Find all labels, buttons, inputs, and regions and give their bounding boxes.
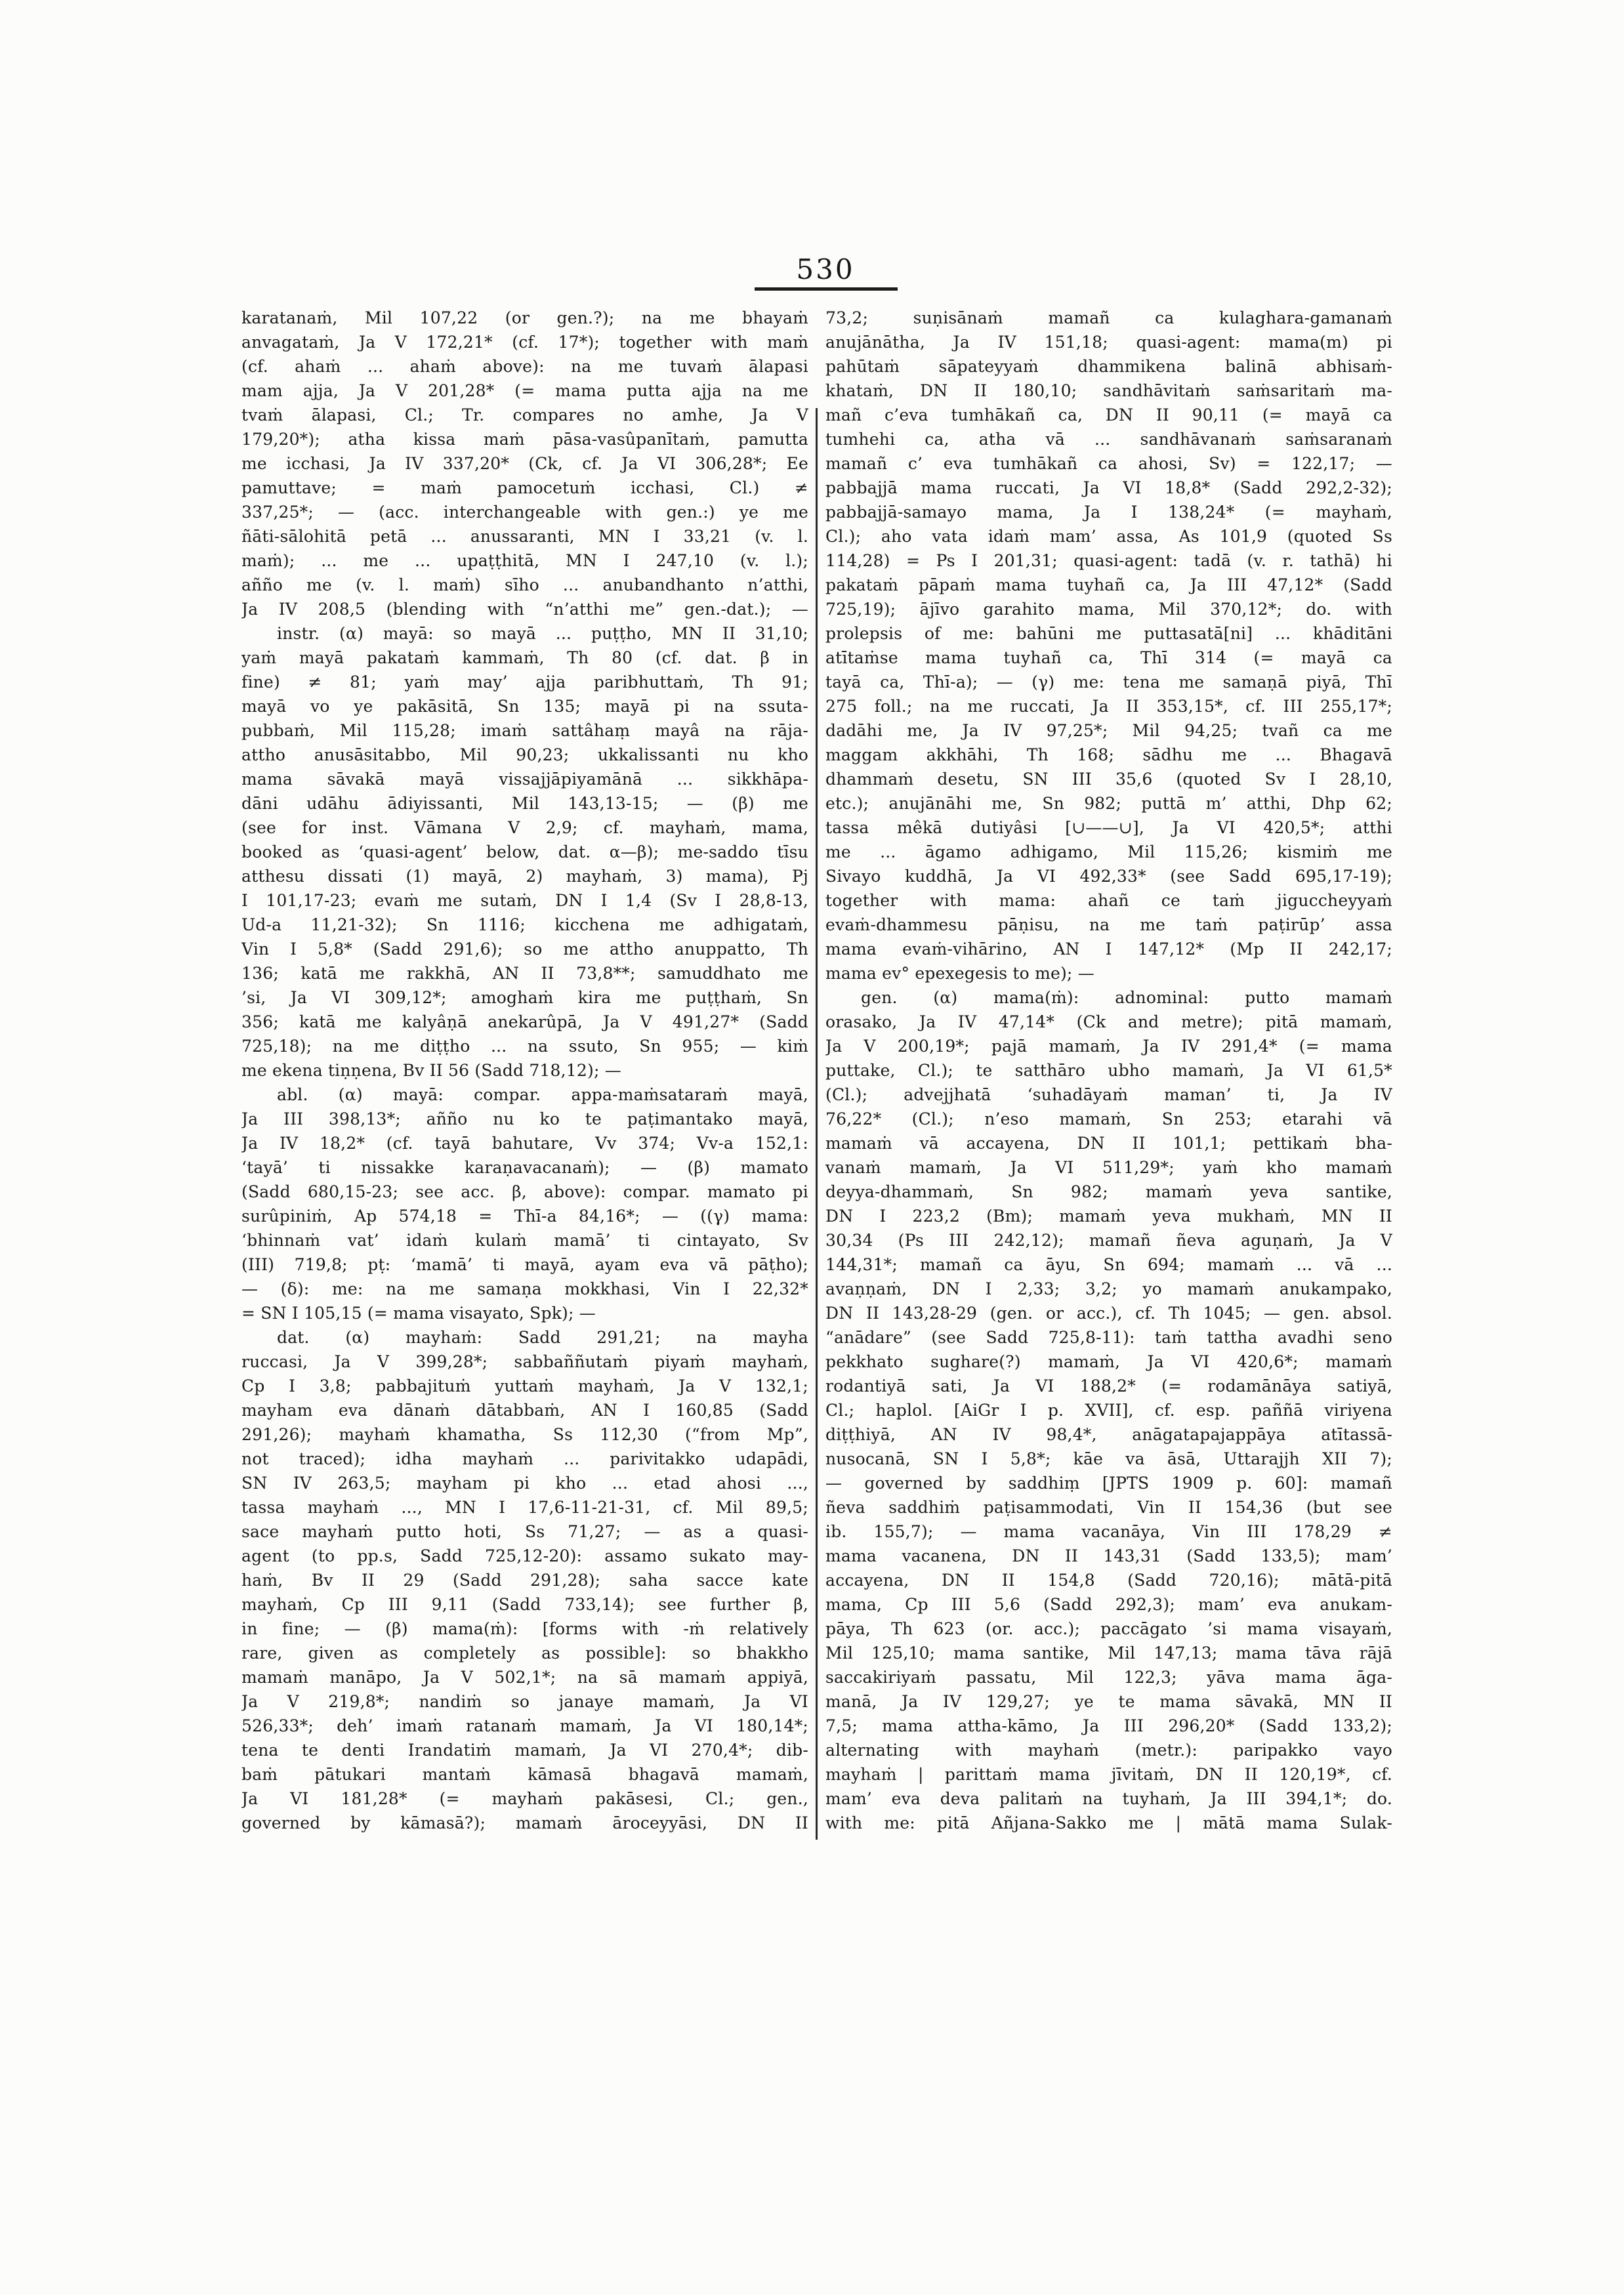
text-line: mayhaṁ, Cp III 9,11 (Sadd 733,14); see further β,	[241, 1595, 808, 1614]
text-line: atthesu dissati (1) mayā, 2) mayhaṁ, 3) mama), Pj	[241, 867, 808, 886]
text-line: mamaṁ manāpo, Ja V 502,1*; na sā mamaṁ appiyā,	[241, 1668, 808, 1687]
text-line: booked as ‘quasi-agent’ below, dat. α—β); me-saddo tīsu	[241, 842, 808, 861]
text-line: Cp I 3,8; pabbajituṁ yuttaṁ mayhaṁ, Ja V 132,1;	[241, 1376, 808, 1396]
text-line: Ja V 219,8*; nandiṁ so janaye mamaṁ, Ja VI	[241, 1692, 808, 1711]
text-line: pubbaṁ, Mil 115,28; imaṁ sattâhaṃ mayâ na rāja-	[241, 721, 808, 740]
text-line: 337,25*; — (acc. interchangeable with gen.:) ye me	[241, 503, 808, 522]
text-line: 526,33*; deh’ imaṁ ratanaṁ mamaṁ, Ja VI 180,14*;	[241, 1716, 808, 1735]
text-line: Ja IV 18,2* (cf. tayā bahutare, Vv 374; Vv-a 152,1:	[241, 1134, 808, 1153]
text-line: 725,18); na me diṭṭho ... na ssuto, Sn 955; — kiṁ	[241, 1037, 808, 1056]
text-line: DN II 143,28-29 (gen. or acc.), cf. Th 1045; — gen. absol.	[825, 1304, 1392, 1323]
text-line: I 101,17-23; evaṁ me sutaṁ, DN I 1,4 (Sv I 28,8-13,	[241, 891, 808, 910]
text-line: rodantiyā sati, Ja VI 188,2* (= rodamānāya satiyā,	[825, 1376, 1392, 1396]
text-line: dadāhi me, Ja IV 97,25*; Mil 94,25; tvañ ca me	[825, 721, 1392, 740]
text-line: mañ c’eva tumhākañ ca, DN II 90,11 (= mayā ca	[825, 405, 1392, 424]
text-line: rare, given as completely as possible]: so bhakkho	[241, 1644, 808, 1663]
text-line: Ud-a 11,21-32); Sn 1116; kicchena me adhigataṁ,	[241, 915, 808, 934]
text-line: anujānātha, Ja IV 151,18; quasi-agent: mama(m) pi	[825, 333, 1392, 352]
text-line: attho anusāsitabbo, Mil 90,23; ukkalissanti nu kho	[241, 745, 808, 764]
text-line: mayā vo ye pakāsitā, Sn 135; mayā pi na ssuta-	[241, 697, 808, 716]
text-line: mama, Cp III 5,6 (Sadd 292,3); mam’ eva anukam-	[825, 1595, 1392, 1614]
text-line: deyya-dhammaṁ, Sn 982; mamaṁ yeva santike,	[825, 1182, 1392, 1201]
text-line: 30,34 (Ps III 242,12); mamañ ñeva aguṇaṁ, Ja V	[825, 1231, 1392, 1250]
text-line: orasako, Ja IV 47,14* (Ck and metre); pitā mamaṁ,	[825, 1012, 1392, 1031]
text-line: khataṁ, DN II 180,10; sandhāvitaṁ saṁsaritaṁ ma-	[825, 381, 1392, 400]
text-line: 179,20*); atha kissa maṁ pāsa-vasûpanītaṁ, pamutta	[241, 430, 808, 449]
text-line: ‘tayā’ ti nissakke karaṇavacanaṁ); — (β) mamato	[241, 1158, 808, 1177]
text-line: tayā ca, Thī-a); — (γ) me: tena me samaṇā piyā, Thī	[825, 672, 1392, 692]
text-line: sace mayhaṁ putto hoti, Ss 71,27; — as a quasi-	[241, 1522, 808, 1541]
text-line: with me: pitā Añjana-Sakko me | mātā mama Sulak-	[825, 1813, 1392, 1832]
text-line: 144,31*; mamañ ca āyu, Sn 694; mamaṁ ... vā ...	[825, 1255, 1392, 1274]
text-line: dāni udāhu ādiyissanti, Mil 143,13-15; — (β) me	[241, 794, 808, 813]
text-line: 356; katā me kalyâṇā anekarûpā, Ja V 491,27* (Sadd	[241, 1012, 808, 1031]
text-line: in fine; — (β) mama(ṁ): [forms with -ṁ relatively	[241, 1619, 808, 1638]
text-line: mama vacanena, DN II 143,31 (Sadd 133,5); mam’	[825, 1546, 1392, 1565]
page-number-rule	[755, 287, 898, 291]
text-line: tvaṁ ālapasi, Cl.; Tr. compares no amhe, Ja V	[241, 405, 808, 424]
text-line: Ja III 398,13*; añño nu ko te paṭimantako mayā,	[241, 1109, 808, 1128]
text-line: mayham eva dānaṁ dātabbaṁ, AN I 160,85 (Sadd	[241, 1401, 808, 1420]
text-line: karatanaṁ, Mil 107,22 (or gen.?); na me bhayaṁ	[241, 308, 808, 327]
text-line: me ... āgamo adhigamo, Mil 115,26; kismiṁ me	[825, 842, 1392, 861]
text-line: dhammaṁ desetu, SN III 35,6 (quoted Sv I 28,10,	[825, 770, 1392, 789]
text-line: — governed by saddhiṃ [JPTS 1909 p. 60]: mamañ	[825, 1474, 1392, 1493]
text-line: 73,2; suṇisānaṁ mamañ ca kulaghara-gamanaṁ	[825, 308, 1392, 327]
text-line: haṁ, Bv II 29 (Sadd 291,28); saha sacce kate	[241, 1571, 808, 1590]
text-line: mama evaṁ-vihārino, AN I 147,12* (Mp II 242,17;	[825, 940, 1392, 959]
text-line: 291,26); mayhaṁ khamatha, Ss 112,30 (“from Mp”,	[241, 1425, 808, 1444]
text-column-right	[825, 306, 1392, 1835]
text-line: me ekena tiṇṇena, Bv II 56 (Sadd 718,12); —	[241, 1061, 621, 1080]
text-line: tumhehi ca, atha vā ... sandhāvanaṁ saṁsaranaṁ	[825, 430, 1392, 449]
text-line: surûpiniṁ, Ap 574,18 = Thī-a 84,16*; — ((γ) mama:	[241, 1207, 808, 1226]
text-line: abl. (α) mayā: compar. appa-maṁsataraṁ mayā,	[277, 1085, 808, 1104]
text-line: gen. (α) mama(ṁ): adnominal: putto mamaṁ	[861, 988, 1392, 1007]
text-line: Ja VI 181,28* (= mayhaṁ pakāsesi, Cl.; gen.,	[241, 1789, 808, 1808]
text-line: ‘bhinnaṁ vat’ idaṁ kulaṁ mamā’ ti cintayato, Sv	[241, 1231, 808, 1250]
text-line: maggam akkhāhi, Th 168; sādhu me ... Bhagavā	[825, 745, 1392, 764]
text-line: (see for inst. Vāmana V 2,9; cf. mayhaṁ, mama,	[241, 818, 808, 837]
text-line: DN I 223,2 (Bm); mamaṁ yeva mukhaṁ, MN II	[825, 1207, 1392, 1226]
text-line: mamaṁ vā accayena, DN II 101,1; pettikaṁ bha-	[825, 1134, 1392, 1153]
text-line: me icchasi, Ja IV 337,20* (Ck, cf. Ja VI 306,28*; Ee	[241, 454, 808, 473]
text-line: Cl.); aho vata idaṁ mam’ assa, As 101,9 (quoted Ss	[825, 527, 1392, 546]
text-line: tassa mayhaṁ ..., MN I 17,6-11-21-31, cf. Mil 89,5;	[241, 1498, 808, 1517]
text-line: (Sadd 680,15-23; see acc. β, above): compar. mamato pi	[241, 1182, 808, 1201]
text-line: puttake, Cl.); te satthāro ubho mamaṁ, Ja VI 61,5*	[825, 1061, 1392, 1080]
page-number: 530	[796, 253, 855, 285]
text-line: 275 foll.; na me ruccati, Ja II 353,15*, cf. III 255,17*;	[825, 697, 1392, 716]
text-line: fine) ≠ 81; yaṁ may’ ajja paribhuttaṁ, Th 91;	[241, 672, 808, 692]
text-line: (cf. ahaṁ ... ahaṁ above): na me tuvaṁ ālapasi	[241, 357, 808, 376]
text-line: vanaṁ mamaṁ, Ja VI 511,29*; yaṁ kho mamaṁ	[825, 1158, 1392, 1177]
text-line: accayena, DN II 154,8 (Sadd 720,16); mātā-pitā	[825, 1571, 1392, 1590]
text-line: mama ev° epexegesis to me); —	[825, 964, 1094, 983]
text-line: “anādare” (see Sadd 725,8-11): taṁ tattha avadhi seno	[825, 1328, 1392, 1347]
text-line: yaṁ mayā pakataṁ kammaṁ, Th 80 (cf. dat. β in	[241, 648, 808, 667]
text-line: mayhaṁ | parittaṁ mama jīvitaṁ, DN II 120,19*, cf.	[825, 1765, 1392, 1784]
text-line: pahūtaṁ sāpateyyaṁ dhammikena balinā abhisaṁ-	[825, 357, 1392, 376]
text-line: ñeva saddhiṁ paṭisammodati, Vin II 154,36 (but see	[825, 1498, 1392, 1517]
text-line: together with mama: ahañ ce taṁ jiguccheyyaṁ	[825, 891, 1392, 910]
text-line: tena te denti Irandatiṁ mamaṁ, Ja VI 270,4*; dib-	[241, 1741, 808, 1760]
text-line: mamañ c’ eva tumhākañ ca ahosi, Sv) = 122,17; —	[825, 454, 1392, 473]
text-line: añño me (v. l. maṁ) sīho ... anubandhanto n’atthi,	[241, 575, 808, 594]
text-line: diṭṭhiyā, AN IV 98,4*, anāgatapajappāya atītassā-	[825, 1425, 1392, 1444]
text-line: Ja IV 208,5 (blending with “n’atthi me” gen.-dat.); —	[241, 600, 808, 619]
text-line: pāya, Th 623 (or. acc.); paccāgato ’si mama visayaṁ,	[825, 1619, 1392, 1638]
text-line: pabbajjā mama ruccati, Ja VI 18,8* (Sadd 292,2-32);	[825, 478, 1392, 497]
text-line: maṁ); ... me ... upaṭṭhitā, MN I 247,10 (v. l.);	[241, 551, 808, 570]
text-line: instr. (α) mayā: so mayā ... puṭṭho, MN II 31,10;	[277, 624, 808, 643]
text-line: governed by kāmasā?); mamaṁ āroceyyāsi, DN II	[241, 1813, 808, 1832]
text-line: Vin I 5,8* (Sadd 291,6); so me attho anuppatto, Th	[241, 940, 808, 959]
text-line: ib. 155,7); — mama vacanāya, Vin III 178,29 ≠	[825, 1522, 1392, 1541]
text-line: nusocanā, SN I 5,8*; kāe va āsā, Uttarajjh XII 7);	[825, 1449, 1392, 1468]
text-line: 114,28) = Ps I 201,31; quasi-agent: tadā (v. r. tathā) hi	[825, 551, 1392, 570]
text-line: saccakiriyaṁ passatu, Mil 122,3; yāva mama āga-	[825, 1668, 1392, 1687]
text-line: dat. (α) mayhaṁ: Sadd 291,21; na mayha	[277, 1328, 808, 1347]
text-line: 725,19); ājīvo garahito mama, Mil 370,12*; do. with	[825, 600, 1392, 619]
text-line: pabbajjā-samayo mama, Ja I 138,24* (= mayhaṁ,	[825, 503, 1392, 522]
text-line: 76,22* (Cl.); n’eso mamaṁ, Sn 253; etarahi vā	[825, 1109, 1392, 1128]
text-line: ruccasi, Ja V 399,28*; sabbaññutaṁ piyaṁ mayhaṁ,	[241, 1352, 808, 1371]
text-line: Cl.; haplol. [AiGr I p. XVII], cf. esp. paññā viriyena	[825, 1401, 1392, 1420]
text-line: pekkhato sughare(?) mamaṁ, Ja VI 420,6*; mamaṁ	[825, 1352, 1392, 1371]
column-divider-rule	[816, 408, 818, 1840]
text-line: manā, Ja IV 129,27; ye te mama sāvakā, MN II	[825, 1692, 1392, 1711]
text-line: ñāti-sālohitā petā ... anussaranti, MN I 33,21 (v. l.	[241, 527, 808, 546]
text-line: prolepsis of me: bahūni me puttasatā[ni] ... khāditāni	[825, 624, 1392, 643]
text-line: mam’ eva deva palitaṁ na tuyhaṁ, Ja III 394,1*; do.	[825, 1789, 1392, 1808]
text-column-left	[241, 306, 808, 1835]
text-line: Mil 125,10; mama santike, Mil 147,13; mama tāva rājā	[825, 1644, 1392, 1663]
text-line: mama sāvakā mayā vissajjāpiyamānā ... sikkhāpa-	[241, 770, 808, 789]
text-line: mam ajja, Ja V 201,28* (= mama putta ajja na me	[241, 381, 808, 400]
text-line: etc.); anujānāhi me, Sn 982; puttā m’ atthi, Dhp 62;	[825, 794, 1392, 813]
text-line: not traced); idha mayhaṁ ... parivitakko udapādi,	[241, 1449, 808, 1468]
text-line: ’si, Ja VI 309,12*; amoghaṁ kira me puṭṭhaṁ, Sn	[241, 988, 808, 1007]
text-line: pamuttave; = maṁ pamocetuṁ icchasi, Cl.) ≠	[241, 478, 808, 497]
text-line: 7,5; mama attha-kāmo, Ja III 296,20* (Sadd 133,2);	[825, 1716, 1392, 1735]
text-line: = SN I 105,15 (= mama visayato, Spk); —	[241, 1304, 596, 1323]
text-line: SN IV 263,5; mayham pi kho ... etad ahosi ...,	[241, 1474, 808, 1493]
text-line: — (δ): me: na me samaṇa mokkhasi, Vin I 22,32*	[241, 1279, 808, 1298]
text-line: (III) 719,8; pṭ: ‘mamā’ ti mayā, ayam eva vā pāṭho);	[241, 1255, 808, 1274]
text-line: avaṇṇaṁ, DN I 2,33; 3,2; yo mamaṁ anukampako,	[825, 1279, 1392, 1298]
text-line: 136; katā me rakkhā, AN II 73,8**; samuddhato me	[241, 964, 808, 983]
text-line: agent (to pp.s, Sadd 725,12-20): assamo sukato may-	[241, 1546, 808, 1565]
text-line: (Cl.); advejjhatā ‘suhadāyaṁ maman’ ti, Ja IV	[825, 1085, 1392, 1104]
text-line: pakataṁ pāpaṁ mama tuyhañ ca, Ja III 47,12* (Sadd	[825, 575, 1392, 594]
text-line: anvagataṁ, Ja V 172,21* (cf. 17*); together with maṁ	[241, 333, 808, 352]
text-line: baṁ pātukari mantaṁ kāmasā bhagavā mamaṁ,	[241, 1765, 808, 1784]
text-line: evaṁ-dhammesu pāṇisu, na me taṁ paṭirūp’ assa	[825, 915, 1392, 934]
text-line: Sivayo kuddhā, Ja VI 492,33* (see Sadd 695,17-19);	[825, 867, 1392, 886]
text-line: atītaṁse mama tuyhañ ca, Thī 314 (= mayā ca	[825, 648, 1392, 667]
text-line: alternating with mayhaṁ (metr.): paripakko vayo	[825, 1741, 1392, 1760]
text-line: Ja V 200,19*; pajā mamaṁ, Ja IV 291,4* (= mama	[825, 1037, 1392, 1056]
text-line: tassa mêkā dutiyâsi [∪——∪], Ja VI 420,5*; atthi	[825, 818, 1392, 837]
